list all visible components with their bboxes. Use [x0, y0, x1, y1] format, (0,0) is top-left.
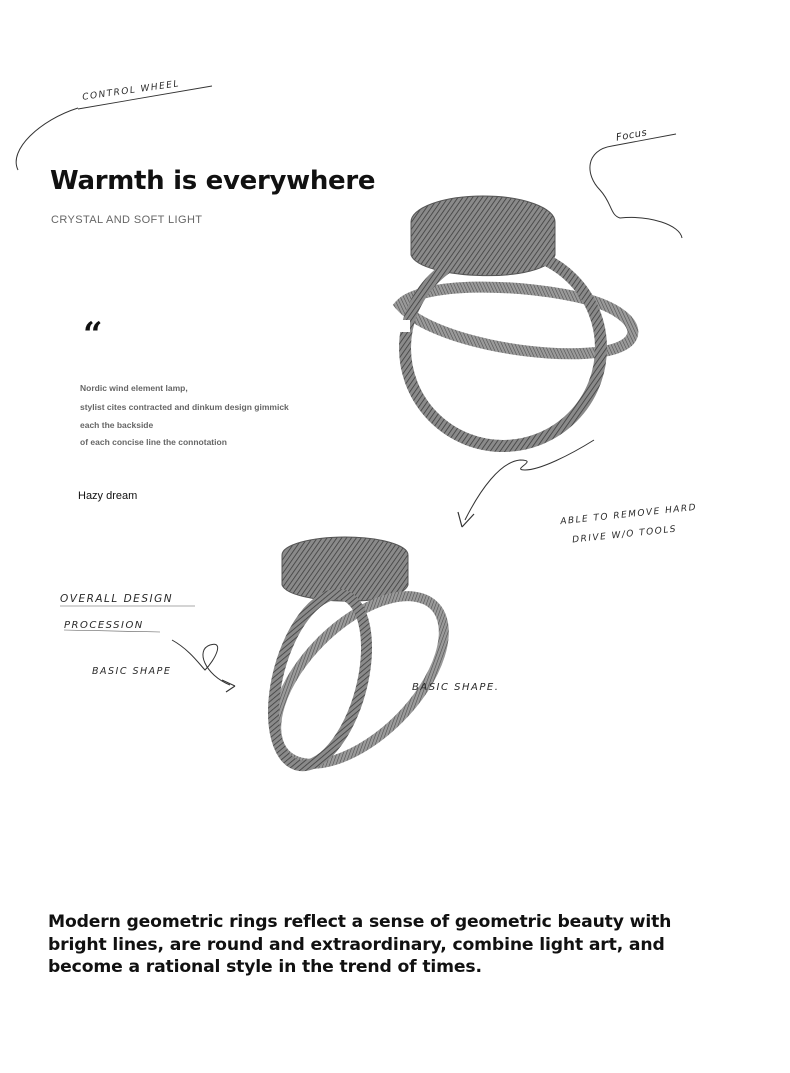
lower-lamp-sketch	[247, 537, 473, 793]
panel-caption: Hazy dream	[78, 490, 138, 502]
basic-shape-note-left: BASIC SHAPE	[92, 666, 172, 677]
page-subtitle: CRYSTAL AND SOFT LIGHT	[51, 214, 203, 226]
description-line-2: stylist cites contracted and dinkum design gimmick	[80, 402, 289, 412]
quote-mark-icon: “	[83, 315, 103, 355]
description-line-3: each the backside	[80, 420, 154, 430]
procession-note: PROCESSION	[64, 620, 144, 631]
description-line-4: of each concise line the connotation	[80, 437, 227, 447]
page-title: Warmth is everywhere	[50, 166, 376, 196]
remove-note-line-2: DRIVE W/O TOOLS	[571, 524, 678, 546]
description-line-1: Nordic wind element lamp,	[80, 383, 188, 393]
overall-design-note: OVERALL DESIGN	[60, 593, 174, 605]
control-wheel-note: CONTROL WHEEL	[81, 79, 181, 103]
focus-note: Focus	[615, 127, 649, 144]
basic-shape-note-right: BASIC SHAPE.	[412, 682, 500, 693]
upper-lamp-sketch	[394, 196, 633, 446]
body-paragraph: Modern geometric rings reflect a sense of geometric beauty with bright lines, are round and extraordinary, combine light art, and become a rational style in the trend of times.	[48, 912, 672, 977]
remove-note-line-1: ABLE TO REMOVE HARD	[559, 502, 698, 528]
